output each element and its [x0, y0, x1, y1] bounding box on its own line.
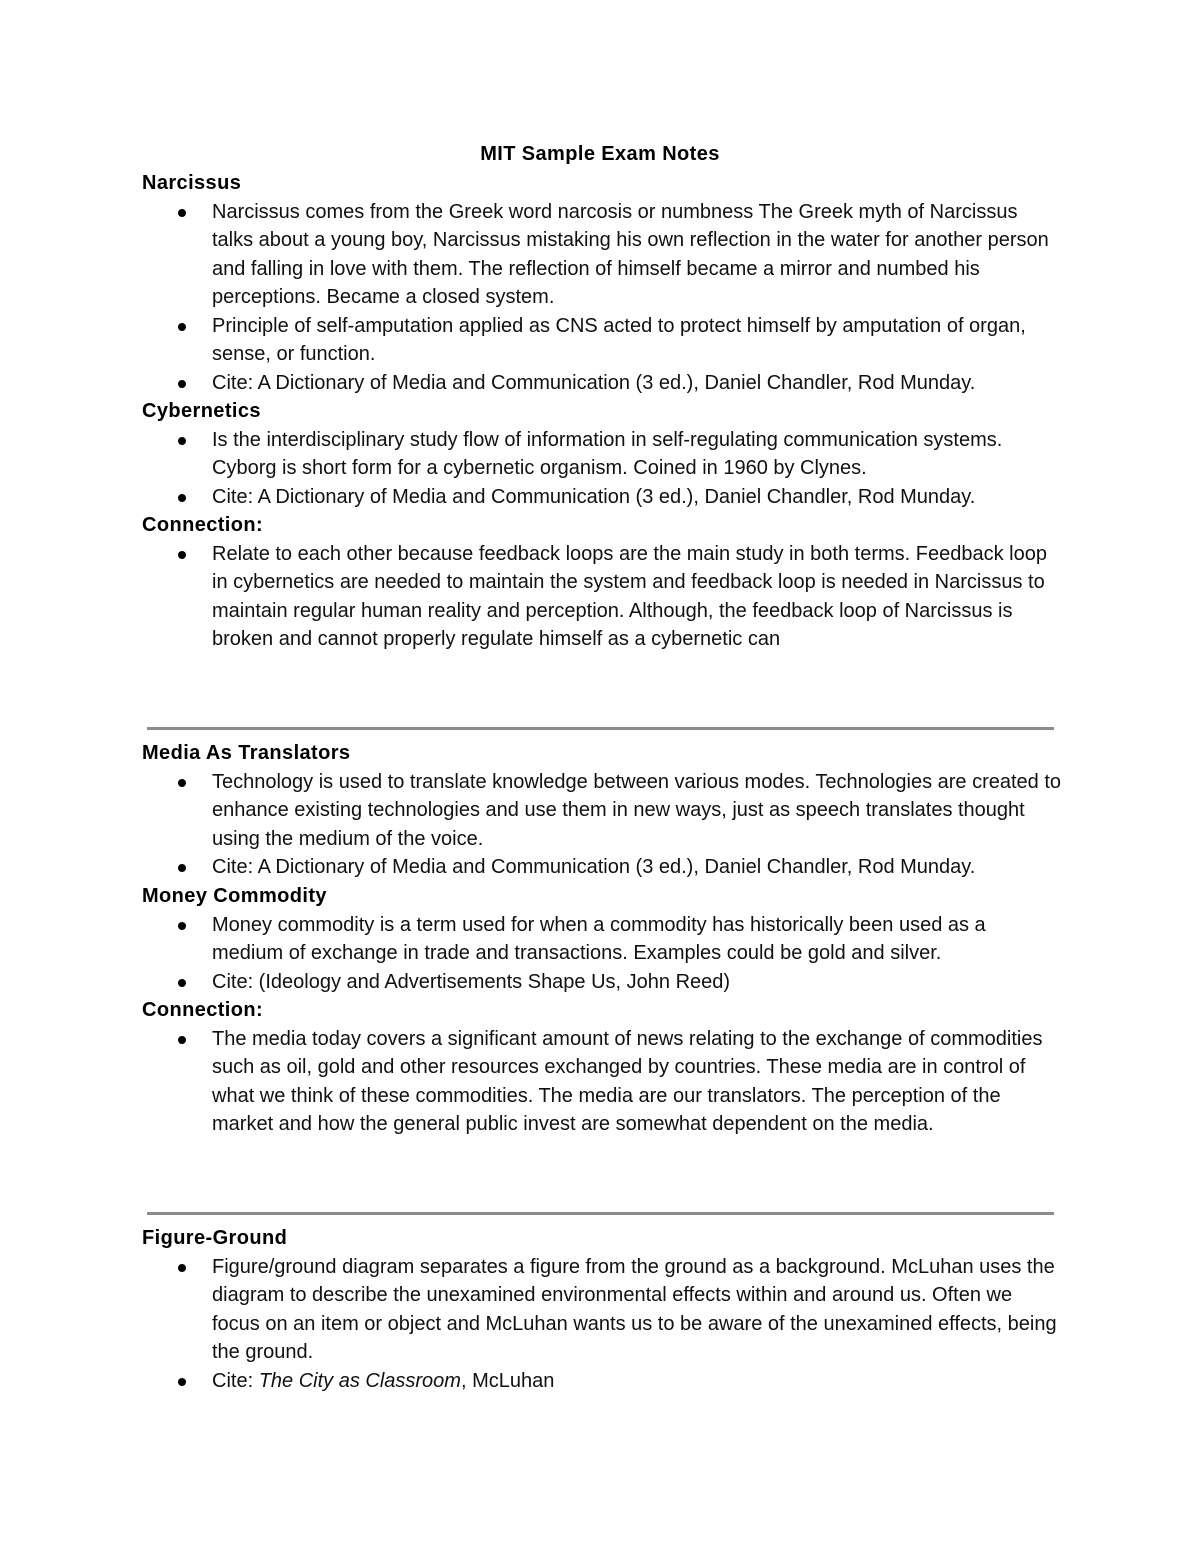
section-heading: Narcissus [142, 172, 242, 194]
list-item-text: Technology is used to translate knowledge between various modes. Technologies are created to enhance existing technologies and use them in new ways, just as speech translates thought using the medium of the voice. [212, 770, 1062, 850]
horizontal-divider [147, 727, 1054, 730]
bullet-list [142, 540, 1062, 654]
list-item [142, 1253, 1062, 1367]
bullet-icon [178, 551, 186, 559]
bullet-list [142, 198, 1062, 398]
bullet-list [142, 1025, 1062, 1139]
section-heading: Cybernetics [142, 400, 261, 422]
cite-prefix: Cite: [212, 1369, 259, 1392]
list-item-text: Cite: A Dictionary of Media and Communication (3 ed.), Daniel Chandler, Rod Munday. [212, 856, 976, 878]
list-item-text: Cite: A Dictionary of Media and Communication (3 ed.), Daniel Chandler, Rod Munday. [212, 371, 976, 394]
bullet-icon [178, 323, 186, 331]
bullet-list [142, 911, 1062, 997]
list-item-text: Principle of self-amputation applied as CNS acted to protect himself by amputation of organ, sense, or function. [212, 314, 1026, 365]
section-figure-ground [142, 1224, 1062, 1395]
list-item-text: Money commodity is a term used for when a commodity has historically been used as a medium of exchange in trade and transactions. Examples could be gold and silver. [212, 913, 986, 964]
document-title: MIT Sample Exam Notes [480, 143, 720, 165]
bullet-icon [178, 979, 186, 987]
list-item [142, 768, 1062, 854]
section-connection-1 [142, 511, 1062, 654]
bullet-icon [178, 1378, 186, 1386]
section-heading: Connection: [142, 514, 264, 536]
list-item-text: Is the interdisciplinary study flow of information in self-regulating communication systems. Cyborg is short form for a cybernetic organism. Coined in 1960 by Clynes. [212, 428, 1003, 479]
section-heading: Media As Translators [142, 742, 351, 764]
list-item [142, 426, 1062, 483]
list-item [142, 198, 1062, 312]
list-item-text: Cite: (Ideology and Advertisements Shape Us, John Reed) [212, 970, 731, 993]
section-connection-2 [142, 996, 1062, 1139]
section-money-commodity [142, 882, 1062, 996]
list-item [142, 483, 1062, 512]
section-heading: Figure-Ground [142, 1227, 288, 1249]
list-item-text: Cite: A Dictionary of Media and Communication (3 ed.), Daniel Chandler, Rod Munday. [212, 485, 976, 508]
list-item-text: Relate to each other because feedback loops are the main study in both terms. Feedback loop in cybernetics are needed to maintain the system and feedback loop is needed in Narcissus to maintain regular human reality and perception. Although, the feedback loop of Narcissus is broken and cannot properly regulate himself as a cybernetic can [212, 542, 1047, 650]
list-item [142, 968, 1062, 997]
cite-title: The City as Classroom [258, 1369, 461, 1392]
list-item [142, 853, 1062, 882]
list-item-text: Narcissus comes from the Greek word narcosis or numbness The Greek myth of Narcissus talks about a young boy, Narcissus mistaking his own reflection in the water for another person and falling in love with them. The reflection of himself became a mirror and numbed his perceptions. Became a closed system. [212, 200, 1049, 308]
bullet-icon [178, 209, 186, 217]
bullet-icon [178, 922, 186, 930]
section-narcissus [142, 169, 1062, 397]
bullet-list [142, 768, 1062, 882]
list-item [142, 911, 1062, 968]
bullet-list [142, 1253, 1062, 1396]
list-item [142, 312, 1062, 369]
list-item-text: Figure/ground diagram separates a figure from the ground as a background. McLuhan uses the diagram to describe the unexamined environmental effects within and around us. Often we focus on an item or object and McLuhan wants us to be aware of the unexamined effects, being the ground. [212, 1255, 1057, 1363]
section-heading: Connection: [142, 999, 264, 1021]
bullet-icon [178, 494, 186, 502]
section-media-as-translators [142, 739, 1062, 882]
horizontal-divider [147, 1212, 1054, 1215]
list-item [142, 1367, 1062, 1396]
bullet-icon [178, 779, 186, 787]
list-item-text: The media today covers a significant amount of news relating to the exchange of commodities such as oil, gold and other resources exchanged by countries. These media are in control of what we think of these commodities. The media are our translators. The perception of the market and how the general public invest are somewhat dependent on the media. [212, 1027, 1043, 1135]
bullet-list [142, 426, 1062, 512]
list-item [142, 1025, 1062, 1139]
bullet-icon [178, 864, 186, 872]
cite-suffix: , McLuhan [460, 1369, 555, 1392]
list-item [142, 540, 1062, 654]
bullet-icon [178, 1036, 186, 1044]
section-cybernetics [142, 397, 1062, 511]
section-heading: Money Commodity [142, 885, 327, 907]
bullet-icon [178, 380, 186, 388]
bullet-icon [178, 437, 186, 445]
list-item [142, 369, 1062, 398]
bullet-icon [178, 1264, 186, 1272]
